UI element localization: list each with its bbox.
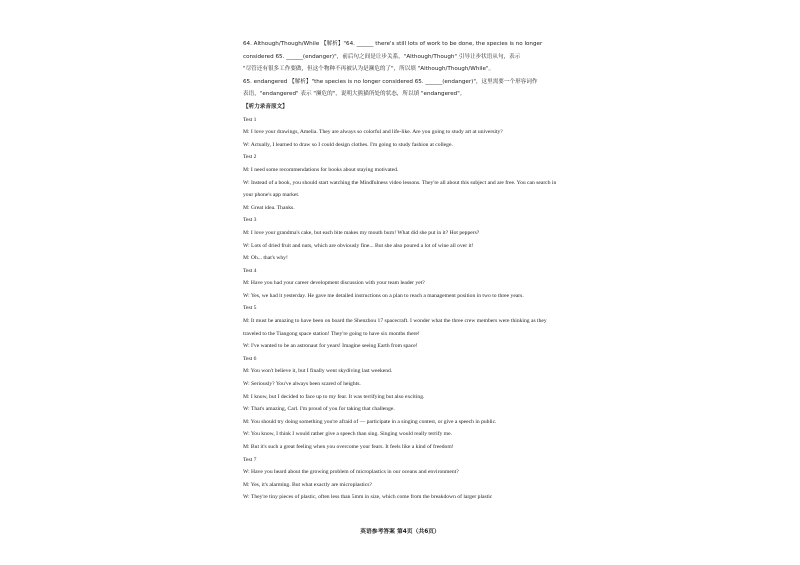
- transcript-line: M: Have you had your career development discussion with your team leader yet?: [243, 280, 425, 287]
- transcript-line: W: They're tiny pieces of plastic, often less than 5mm in size, which come from the breakdown of larger plastic: [243, 494, 493, 501]
- transcript-test-label: Test 7: [243, 456, 257, 463]
- transcript-line: W: You know, I think I would rather give a speech than sing. Singing would really terrify me.: [243, 431, 452, 438]
- transcript-line: W: Yes, we had it yesterday. He gave me detailed instructions on a plan to reach a management position in two to three years.: [243, 292, 524, 299]
- transcript-line: M: But it's such a great feeling when you overcome your fears. It feels like a kind of freedom!: [243, 444, 454, 450]
- transcript-line: M: I love your grandma's cake, but each bite makes my mouth burn! What did she put in it? Hot peppers?: [243, 229, 480, 236]
- transcript-line: M: It must be amazing to have been on board the Shenzhou 17 spacecraft. I wonder what the three crew members were thinking as they traveled to the Tiangong space station! They're going to have six months there!: [243, 318, 547, 337]
- transcript: [243, 114, 561, 504]
- transcript-line: M: I need some recommendations for books about staying motivated.: [243, 166, 399, 173]
- page-footer: 英语参考答案 第4页（共6页）: [360, 529, 440, 535]
- transcript-line: W: Actually, I learned to draw so I could design clothes. I'm going to study fashion at college.: [243, 141, 453, 148]
- transcript-line: M: I love your drawings, Amelia. They are always so colorful and life-like. Are you going to study art at university?: [243, 129, 503, 136]
- transcript-test-label: Test 1: [243, 116, 257, 123]
- transcript-test-label: Test 3: [243, 217, 257, 224]
- answer-64-line-3: "尽管还有很多工作要做，但这个物种不再被认为是濒危的了"，所以填 "Although/Though/While"。: [243, 66, 495, 73]
- answer-64-line-2: considered 65. ______(endanger)"，前后句之间是让步关系，"Although/Though" 引导让步状语从句，表示: [243, 53, 521, 60]
- transcript-line: W: Have you heard about the growing problem of microplastics in our oceans and environment?: [243, 469, 459, 476]
- transcript-line: M: You won't believe it, but I finally went skydiving last weekend.: [243, 368, 393, 375]
- transcript-line: M: Oh... that's why!: [243, 255, 288, 262]
- answer-64-line-1: 64. Although/Though/While 【解析】"64. ______ there's still lots of work to be done, the species is no longer: [243, 41, 543, 47]
- transcript-test-label: Test 2: [243, 154, 257, 161]
- transcript-line: W: Instead of a book, you should start watching the Mindfulness video lessons. They're all about this subject and are free. You can search in your phone's app market.: [243, 179, 557, 199]
- transcript-line: W: I've wanted to be an astronaut for years! Imagine seeing Earth from space!: [243, 343, 418, 350]
- answer-65-line-1: 65. endangered 【解析】"the species is no longer considered 65. ______(endanger)"，这里需要一个形容词作: [243, 78, 538, 85]
- transcript-line: M: You should try doing something you're afraid of — participate in a singing contest, or give a speech in public.: [243, 418, 497, 425]
- transcript-line: W: Lots of dried fruit and nuts, which are obviously fine... But she also poured a lot of wine all over it!: [243, 242, 474, 249]
- transcript-line: W: Seriously? You've always been scared of heights.: [243, 381, 361, 388]
- transcript-line: M: I know, but I decided to face up to my fear. It was terrifying but also exciting.: [243, 393, 425, 400]
- transcript-heading: 【听力录音原文】: [243, 103, 288, 110]
- transcript-line: M: Yes, it's alarming. But what exactly are microplastics?: [243, 481, 372, 488]
- transcript-test-label: Test 4: [243, 267, 257, 274]
- transcript-test-label: Test 6: [243, 355, 257, 362]
- transcript-line: M: Great idea. Thanks.: [243, 204, 295, 211]
- answer-65-line-2: 表语，"endangered" 表示 "濒危的"，说明大熊猫所处的状态，所以填 "endangered"。: [243, 91, 466, 98]
- transcript-line: W: That's amazing, Carl. I'm proud of you for taking that challenge.: [243, 406, 395, 413]
- page-content: [243, 38, 561, 504]
- transcript-test-label: Test 5: [243, 305, 257, 312]
